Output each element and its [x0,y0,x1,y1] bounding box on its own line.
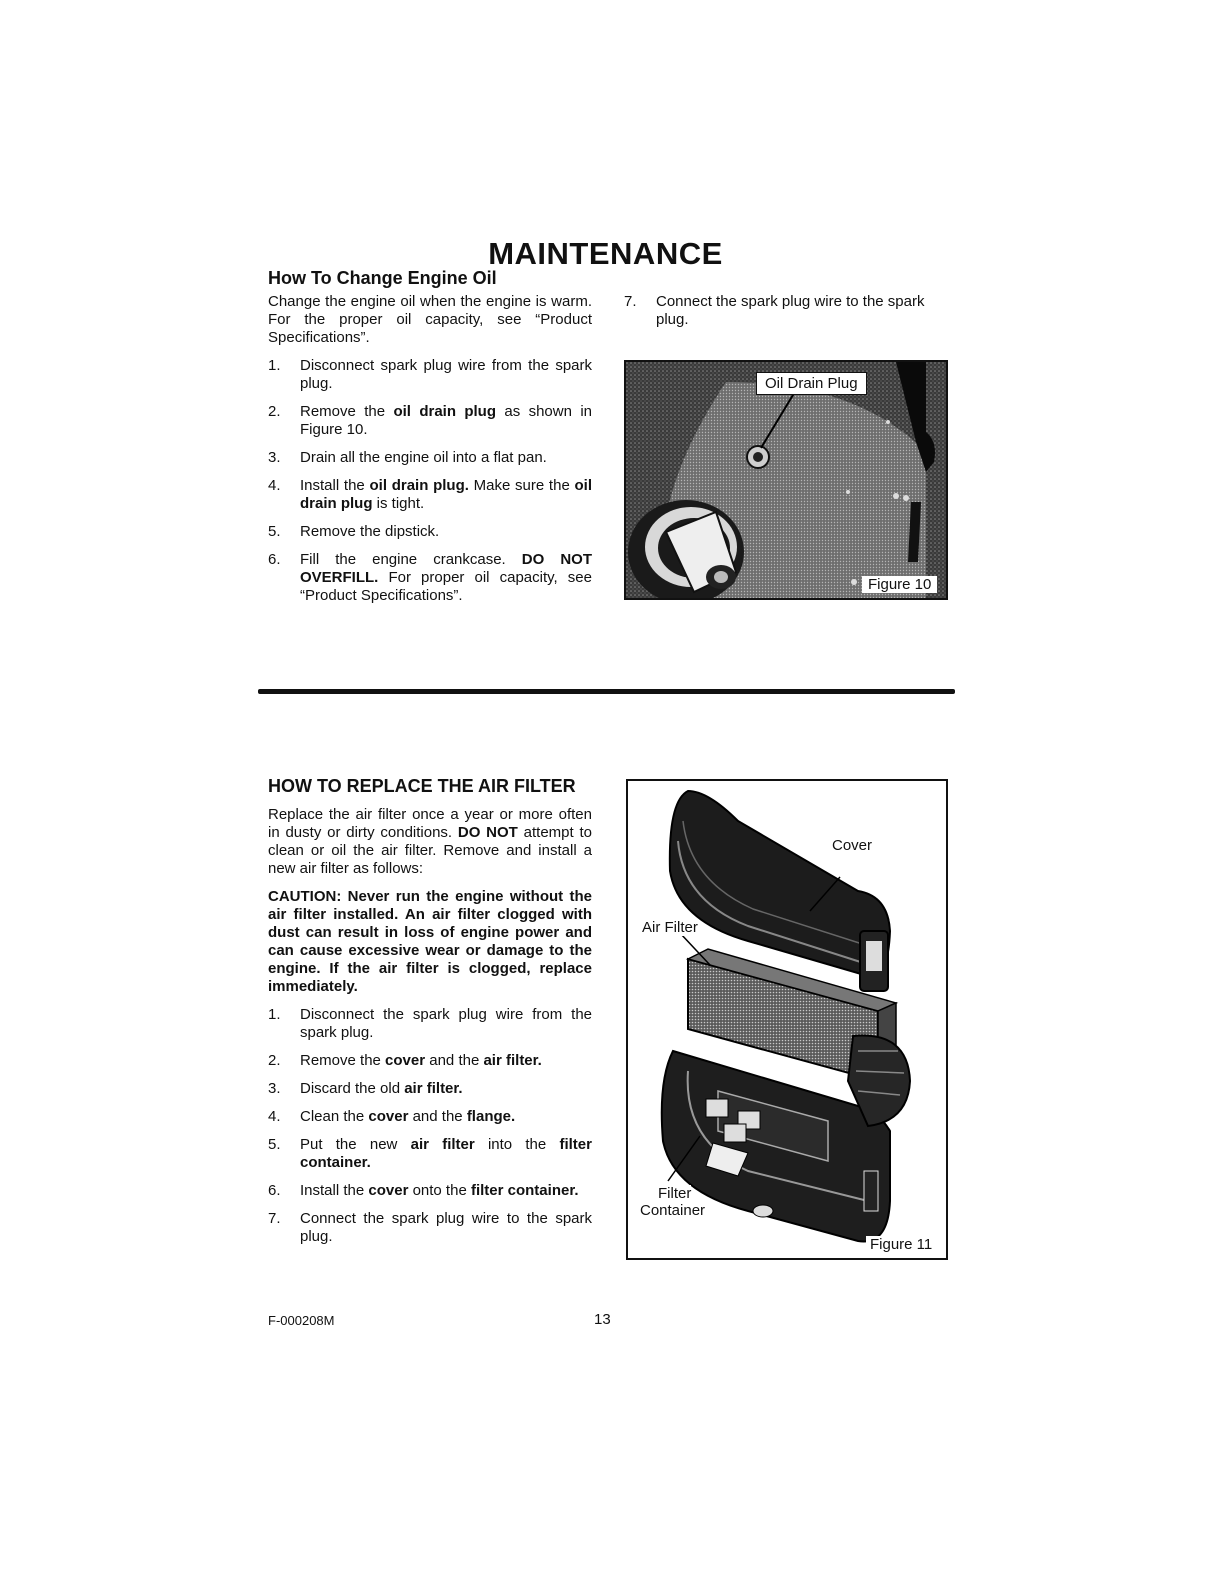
list-item [268,1052,592,1070]
step-text: Fill the engine crankcase. [300,551,522,568]
step-text: and the [425,1052,484,1069]
step-text: Remove the dipstick. [300,523,440,540]
list-item [268,1108,592,1126]
list-item [268,1006,592,1042]
list-item [268,1080,592,1098]
oil-drain-plug-label: Oil Drain Plug [756,372,867,395]
step-text: Install the [300,477,370,494]
step-text: Put the new [300,1136,411,1153]
step-text: is tight. [372,495,425,512]
step-number: 1. [268,357,281,374]
step-text: Drain all the engine oil into a flat pan. [300,449,547,466]
step-bold: oil drain plug [393,403,497,420]
step-text: Make sure the [468,477,575,494]
step-text: Disconnect spark plug wire from the spark plug. [300,357,592,392]
step-number: 7. [624,293,637,310]
figure-11-caption: Figure 11 [866,1236,936,1253]
intro-text: attempt to clean or oil the air filter. Remove and install a new air filter as follows: [268,824,592,877]
step-text: Discard the old [300,1080,405,1097]
step-bold: air filter. [404,1080,463,1097]
step-number: 4. [268,477,281,494]
air-filter-intro [268,806,592,878]
step-text: into the [474,1136,560,1153]
step-text: Remove the [300,1052,386,1069]
step-bold: air filter [410,1136,475,1153]
section-heading-change-oil: How To Change Engine Oil [268,268,497,288]
section-heading-air-filter: HOW TO REPLACE THE AIR FILTER [268,776,576,796]
list-item [268,1136,592,1172]
document-code: F-000208M [268,1313,335,1328]
step-bold: cover [368,1108,409,1125]
filter-container-label-line2: Container [640,1202,706,1219]
step-number: 5. [268,1136,281,1153]
air-filter-label: Air Filter [642,919,698,936]
step-number: 2. [268,403,281,420]
step-bold: air filter. [483,1052,542,1069]
step-text: as shown in Figure 10. [300,403,592,438]
step-bold: oil drain plug [300,477,593,512]
step-bold: cover [385,1052,426,1069]
step-number: 2. [268,1052,281,1069]
step-number: 3. [268,449,281,466]
page-number: 13 [594,1311,611,1328]
list-item [268,357,592,393]
figure-10-caption: Figure 10 [862,576,937,593]
list-item [268,1210,592,1246]
filter-container-label-line1: Filter [658,1185,692,1202]
step-text: and the [408,1108,467,1125]
step-text: Remove the [300,403,394,420]
list-item [268,477,592,513]
engine-oil-drain-illustration [626,362,946,598]
step-number: 3. [268,1080,281,1097]
step-text: Clean the [300,1108,369,1125]
air-filter-steps [268,1006,592,1246]
step-number: 1. [268,1006,281,1023]
figure-11-air-filter [626,779,948,1260]
change-oil-text [268,293,592,615]
step-text: onto the [408,1182,471,1199]
change-oil-intro: Change the engine oil when the engine is warm. For the proper oil capacity, see “Product Specifications”. [268,293,592,346]
air-filter-text [268,806,592,1256]
step-bold: flange. [466,1108,516,1125]
change-oil-steps [268,357,592,605]
list-item [268,403,592,439]
step-bold: filter container. [300,1136,592,1171]
step-text: Connect the spark plug wire to the spark plug. [300,1210,592,1245]
step-bold: oil drain plug. [369,477,469,494]
step-number: 5. [268,523,281,540]
step-number: 7. [268,1210,281,1227]
change-oil-step7 [624,293,950,329]
step-number: 6. [268,551,281,568]
figure-10-oil-drain-plug [624,360,948,600]
step-text: Connect the spark plug wire to the spark plug. [656,293,925,328]
step-bold: filter container. [470,1182,579,1199]
page-title: MAINTENANCE [488,236,723,271]
cover-label: Cover [832,837,873,854]
caution-note: CAUTION: Never run the engine without the air filter installed. An air filter clogged with dust can result in loss of engine power and can cause excessive wear or damage to the engine. If the air filter is clogged, replace immediately. [268,888,592,995]
list-item [268,449,592,467]
intro-bold: DO NOT [457,824,518,841]
list-item [268,551,592,605]
step-text: Install the [300,1182,369,1199]
list-item [268,523,592,541]
step-text: Disconnect the spark plug wire from the spark plug. [300,1006,592,1041]
step-text: For proper oil capacity, see “Product Specifications”. [300,569,592,604]
list-item [268,1182,592,1200]
step-number: 6. [268,1182,281,1199]
section-divider [258,689,955,694]
intro-text: Replace the air filter once a year or more often in dusty or dirty conditions. [268,806,592,841]
step-number: 4. [268,1108,281,1125]
step-bold: cover [368,1182,409,1199]
step-bold: DO NOT OVERFILL. [300,551,592,586]
